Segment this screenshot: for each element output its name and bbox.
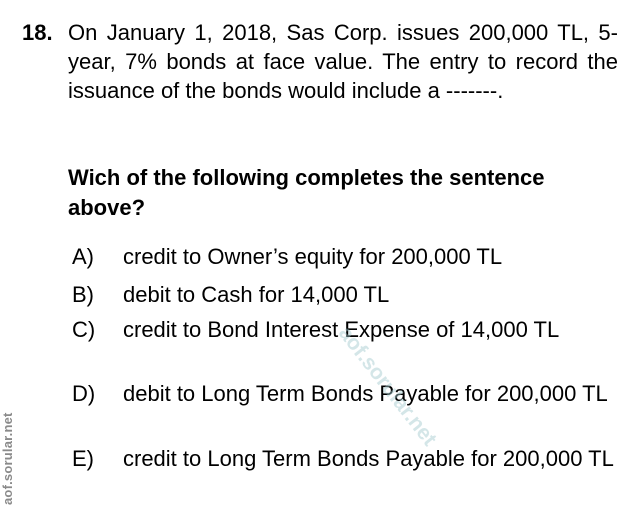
question-text: On January 1, 2018, Sas Corp. issues 200,000 TL, 5-year, 7% bonds at face value. The entry to record the issuance of the bonds would include a -------.	[68, 20, 618, 103]
option-text: debit to Long Term Bonds Payable for 200,000 TL	[123, 381, 608, 406]
option-letter: A)	[72, 244, 94, 269]
option-letter: D)	[72, 381, 96, 406]
side-watermark: aof.sorular.net	[0, 412, 15, 505]
option-text: credit to Bond Interest Expense of 14,000 TL	[123, 317, 560, 342]
option-text: debit to Cash for 14,000 TL	[123, 282, 390, 307]
question-number: 18.	[22, 20, 53, 45]
diagonal-watermark: aof.sorular.net	[333, 322, 442, 451]
option-letter: B)	[72, 282, 94, 307]
option-letter: C)	[72, 317, 96, 342]
option-letter: E)	[72, 446, 94, 471]
option-text: credit to Long Term Bonds Payable for 200,000 TL	[123, 446, 614, 471]
option-text: credit to Owner’s equity for 200,000 TL	[123, 244, 503, 269]
question-prompt: Wich of the following completes the sentence above?	[68, 165, 545, 220]
